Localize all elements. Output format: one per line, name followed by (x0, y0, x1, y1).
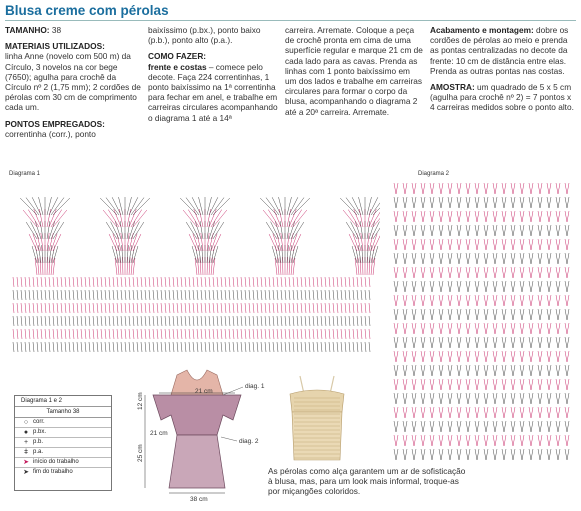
diagram-1-label: Diagrama 1 (9, 171, 41, 177)
chain-stitch-icon: ○ (23, 419, 29, 426)
legend-row: ○ corr. (15, 418, 111, 428)
symbol-legend (14, 395, 112, 491)
how-to-heading: COMO FAZER: (148, 51, 207, 62)
page-title: Blusa creme com pérolas (5, 3, 169, 18)
double-crochet-icon: ǂ (23, 449, 29, 456)
legend-row: ǂ p.a. (15, 448, 111, 458)
stitches-heading: PONTOS EMPREGADOS: (5, 118, 105, 129)
instructions-column-4 (430, 25, 576, 113)
schematic-height-upper: 12 cm (137, 392, 144, 410)
yoke-shape (153, 395, 241, 435)
materials-text: linha Anne (novelo com 500 m) da Círculo, 3 novelos na cor bege (7650); agulha para crochê da Círculo nº 2 (1,75 mm); 2 cordões de pérolas com 30 cm de comprimento cada um. (5, 51, 141, 113)
materials-heading: MATERIAIS UTILIZADOS: (5, 41, 105, 52)
schematic-diag1-label: diag. 1 (245, 383, 265, 390)
legend-title: Diagrama 1 e 2 (15, 396, 111, 407)
schematic-top-width: 21 cm (195, 388, 213, 395)
size-value: 38 (49, 25, 62, 35)
diagram-1 (5, 165, 380, 365)
sample-text: um quadrado de 5 x 5 cm (agulha para crochê nº 2) = 7 pontos x 4 carreiras medidos sobre o ponto alto. (430, 82, 574, 113)
end-arrow-icon: ➤ (23, 469, 29, 476)
size-heading: TAMANHO: (5, 25, 50, 35)
instructions-column-2 (148, 25, 278, 123)
schematic-bottom-width: 38 cm (190, 496, 208, 503)
body-instructions: carreira. Arremate. Coloque a peça de crochê pronta em cima de uma superfície regular e marque 21 cm de cada lado para as cavas. Prenda as linhas com 1 ponto baixíssimo em um dos lados e trabalhe em carreiras circulares para formar o corpo da blusa, acompanhando o diagrama 2 até a 20ª carreira. Arremate. (285, 25, 423, 117)
stitches-continued: baixíssimo (p.bx.), ponto baixo (p.b.), ponto alto (p.a.). (148, 25, 261, 46)
body-shape (169, 435, 225, 488)
schematic-height-total: 25 cm (137, 444, 144, 462)
single-crochet-icon: + (23, 439, 29, 446)
title-divider (5, 20, 576, 21)
slip-stitch-icon: ● (23, 429, 29, 436)
legend-row: ➤ início do trabalho (15, 458, 111, 468)
instructions-column-1 (5, 25, 143, 139)
start-arrow-icon: ➤ (23, 459, 29, 466)
front-back-heading: frente e costas (148, 61, 207, 72)
legend-row: + p.b. (15, 438, 111, 448)
finishing-heading: Acabamento e montagem: (430, 25, 534, 35)
stitches-text: correntinha (corr.), ponto (5, 128, 96, 139)
diagram-2-label: Diagrama 2 (418, 171, 450, 177)
schematic-side-width: 21 cm (150, 430, 168, 437)
front-back-text: – comece pelo decote. Faça 224 correntinhas, 1 ponto baixíssimo na 1ª correntinha para fechar em anel, e trabalhe em carreiras circulares acompanhando o diagrama 1 até a 14ª (148, 61, 278, 123)
legend-row: ● p.bx. (15, 428, 111, 438)
legend-row: ➤ fim do trabalho (15, 468, 111, 477)
schematic-diag2-label: diag. 2 (239, 438, 259, 445)
blouse-photo (282, 372, 352, 464)
finishing-text: dobre os cordões de pérolas ao meio e prenda as pontas centralizadas no decote da frente: 10 cm de distância entre elas. Prenda as outras pontas nas costas. (430, 25, 569, 76)
legend-size: Tamanho 38 (15, 407, 111, 418)
instructions-column-3 (285, 25, 423, 117)
photo-caption: As pérolas como alça garantem um ar de sofisticação à blusa, mas, para um look mais informal, troque-as por miçangões coloridos. (268, 466, 466, 497)
sample-heading: AMOSTRA: (430, 82, 475, 93)
diagram-2 (390, 165, 576, 465)
